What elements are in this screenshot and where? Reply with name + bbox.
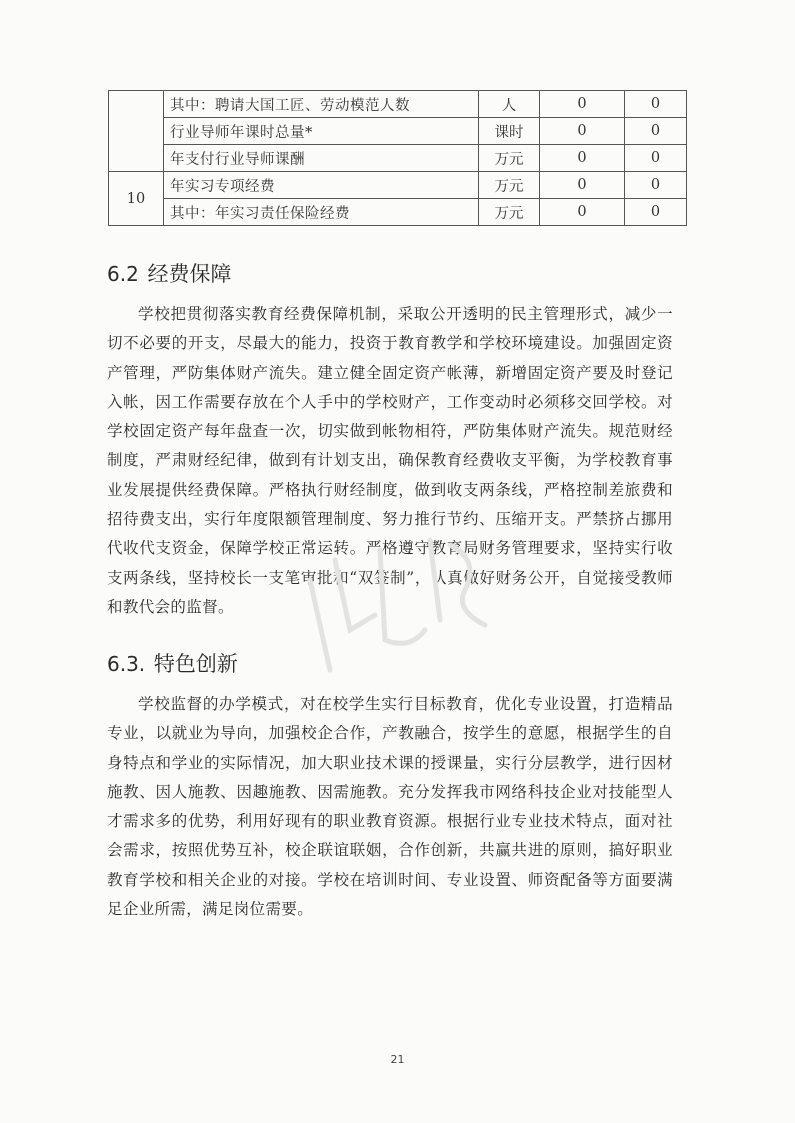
section-title: 经费保障 [147, 262, 232, 286]
table-cell-value-2: 0 [625, 199, 687, 226]
table-cell-unit: 课时 [479, 118, 540, 145]
section-paragraph-6-2: 学校把贯彻落实教育经费保障机制，采取公开透明的民主管理形式，减少一切不必要的开支，尽最大的能力，投资于教育教学和学校环境建设。加强固定资产管理，严防集体财产流失。建立健全固定资产帐薄，新增固定资产要及时登记入帐，因工作需要存放在个人手中的学校财产，工作变动时必须移交回学校。对学校固定资产每年盘查一次，切实做到帐物相符，严防集体财产流失。规范财经制度，严肃财经纪律，做到有计划支出，确保教育经费收支平衡，为学校教育事业发展提供经费保障。严格执行财经制度，做到收支两条线，严格控制差旅费和招待费支出，实行年度限额管理制度、努力推行节约、压缩开支。严禁挤占挪用代收代支资金，保障学校正常运转。严格遵守教育局财务管理要求，坚持实行收支两条线，坚持校长一支笔审批和“双签制”，认真做好财务公开，自觉接受教师和教代会的监督。 [107, 305, 673, 616]
section-number: 6.3. [107, 652, 146, 676]
table-cell-unit: 万元 [479, 199, 540, 226]
section-paragraph-6-3: 学校监督的办学模式，对在校学生实行目标教育，优化专业设置，打造精品专业，以就业为导向，加强校企合作，产教融合，按学生的意愿，根据学生的自身特点和学业的实际情况，加大职业技术课的授课量，实行分层教学，进行因材施教、因人施教、因趣施教、因需施教。充分发挥我市网络科技企业对技能型人才需求多的优势，利用好现有的职业教育资源。根据行业专业技术特点，面对社会需求，按照优势互补，校企联谊联姻，合作创新，共赢共进的原则，搞好职业教育学校和相关企业的对接。学校在培训时间、专业设置、师资配备等方面要满足企业所需，满足岗位需要。 [107, 695, 673, 919]
table-cell-index: 10 [109, 172, 164, 226]
data-table [108, 90, 687, 226]
table-row [109, 118, 687, 145]
table-row [109, 91, 687, 118]
table-cell-item: 其中：年实习责任保险经费 [164, 199, 479, 226]
section-title: 特色创新 [153, 652, 238, 676]
table-cell-value-2: 0 [625, 91, 687, 118]
table-cell-index [109, 91, 164, 172]
table-row [109, 145, 687, 172]
table-cell-value-2: 0 [625, 172, 687, 199]
table-cell-unit: 万元 [479, 172, 540, 199]
table-cell-item: 行业导师年课时总量* [164, 118, 479, 145]
table-cell-unit: 人 [479, 91, 540, 118]
section-number: 6.2 [107, 262, 139, 286]
table-cell-value-1: 0 [540, 118, 625, 145]
table-cell-value-2: 0 [625, 145, 687, 172]
section-heading-6-3 [107, 648, 238, 678]
table-cell-value-2: 0 [625, 118, 687, 145]
table-cell-value-1: 0 [540, 172, 625, 199]
table-cell-unit: 万元 [479, 145, 540, 172]
table-row [109, 199, 687, 226]
table-cell-item: 年实习专项经费 [164, 172, 479, 199]
table-cell-value-1: 0 [540, 199, 625, 226]
table-row [109, 172, 687, 199]
table-cell-value-1: 0 [540, 91, 625, 118]
page-number: 21 [390, 1053, 405, 1066]
table-body [109, 91, 687, 226]
table-cell-item: 其中：聘请大国工匠、劳动模范人数 [164, 91, 479, 118]
table-cell-value-1: 0 [540, 145, 625, 172]
table-cell-item: 年支付行业导师课酬 [164, 145, 479, 172]
section-heading-6-2 [107, 258, 232, 288]
